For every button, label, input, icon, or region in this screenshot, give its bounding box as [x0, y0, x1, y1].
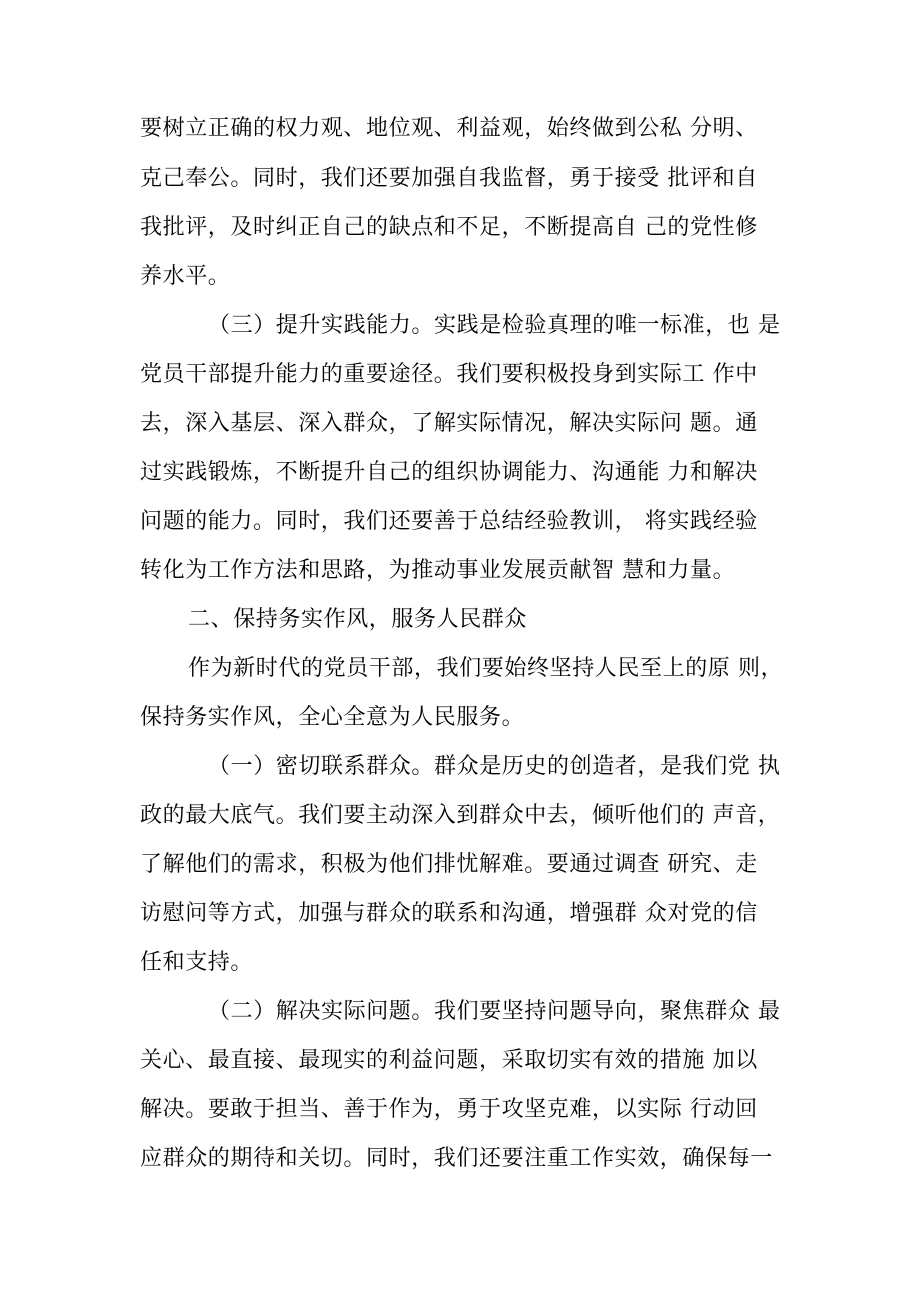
section-heading-line: （一）密切联系群众。群众是历史的创造者，是我们党 执 — [208, 754, 781, 779]
text-line: 政的最大底气。我们要主动深入到群众中去，倾听他们的 声音， — [140, 803, 781, 828]
text-line: 党员干部提升能力的重要途径。我们要积极投身到实际工 作中 — [140, 362, 758, 387]
text-line: 作为新时代的党员干部，我们要始终坚持人民至上的原 则， — [188, 656, 784, 681]
text-line: 过实践锻炼，不断提升自己的组织协调能力、沟通能 力和解决 — [140, 460, 758, 485]
text-line: 要树立正确的权力观、地位观、利益观，始终做到公私 分明、 — [140, 116, 758, 141]
text-line: 访慰问等方式，加强与群众的联系和沟通，增强群 众对党的信 — [140, 901, 758, 926]
text-line: 保持务实作风，全心全意为人民服务。 — [140, 705, 525, 730]
text-line: 克己奉公。同时，我们还要加强自我监督，勇于接受 批评和自 — [140, 166, 758, 191]
section-heading-line: （二）解决实际问题。我们要坚持问题导向，聚焦群众 最 — [208, 999, 781, 1024]
text-line: 转化为工作方法和思路，为推动事业发展贡献智 慧和力量。 — [140, 558, 736, 583]
text-line: 养水平。 — [140, 264, 231, 289]
text-line: 去，深入基层、深入群众，了解实际情况，解决实际问 题。通 — [140, 411, 758, 436]
text-line: 任和支持。 — [140, 950, 254, 975]
section-heading-line: （三）提升实践能力。实践是检验真理的唯一标准，也 是 — [208, 313, 781, 338]
text-line: 应群众的期待和关切。同时，我们还要注重工作实效，确保每一 — [140, 1146, 773, 1171]
text-line: 解决。要敢于担当、善于作为，勇于攻坚克难，以实际 行动回 — [140, 1097, 758, 1122]
text-line: 了解他们的需求，积极为他们排忧解难。要通过调查 研究、走 — [140, 852, 758, 877]
text-line: 我批评，及时纠正自己的缺点和不足，不断提高自 己的党性修 — [140, 215, 758, 240]
text-line: 问题的能力。同时，我们还要善于总结经验教训， 将实践经验 — [140, 509, 758, 534]
text-line: 关心、最直接、最现实的利益问题，采取切实有效的措施 加以 — [140, 1048, 758, 1073]
chapter-heading: 二、保持务实作风，服务人民群众 — [188, 607, 528, 632]
